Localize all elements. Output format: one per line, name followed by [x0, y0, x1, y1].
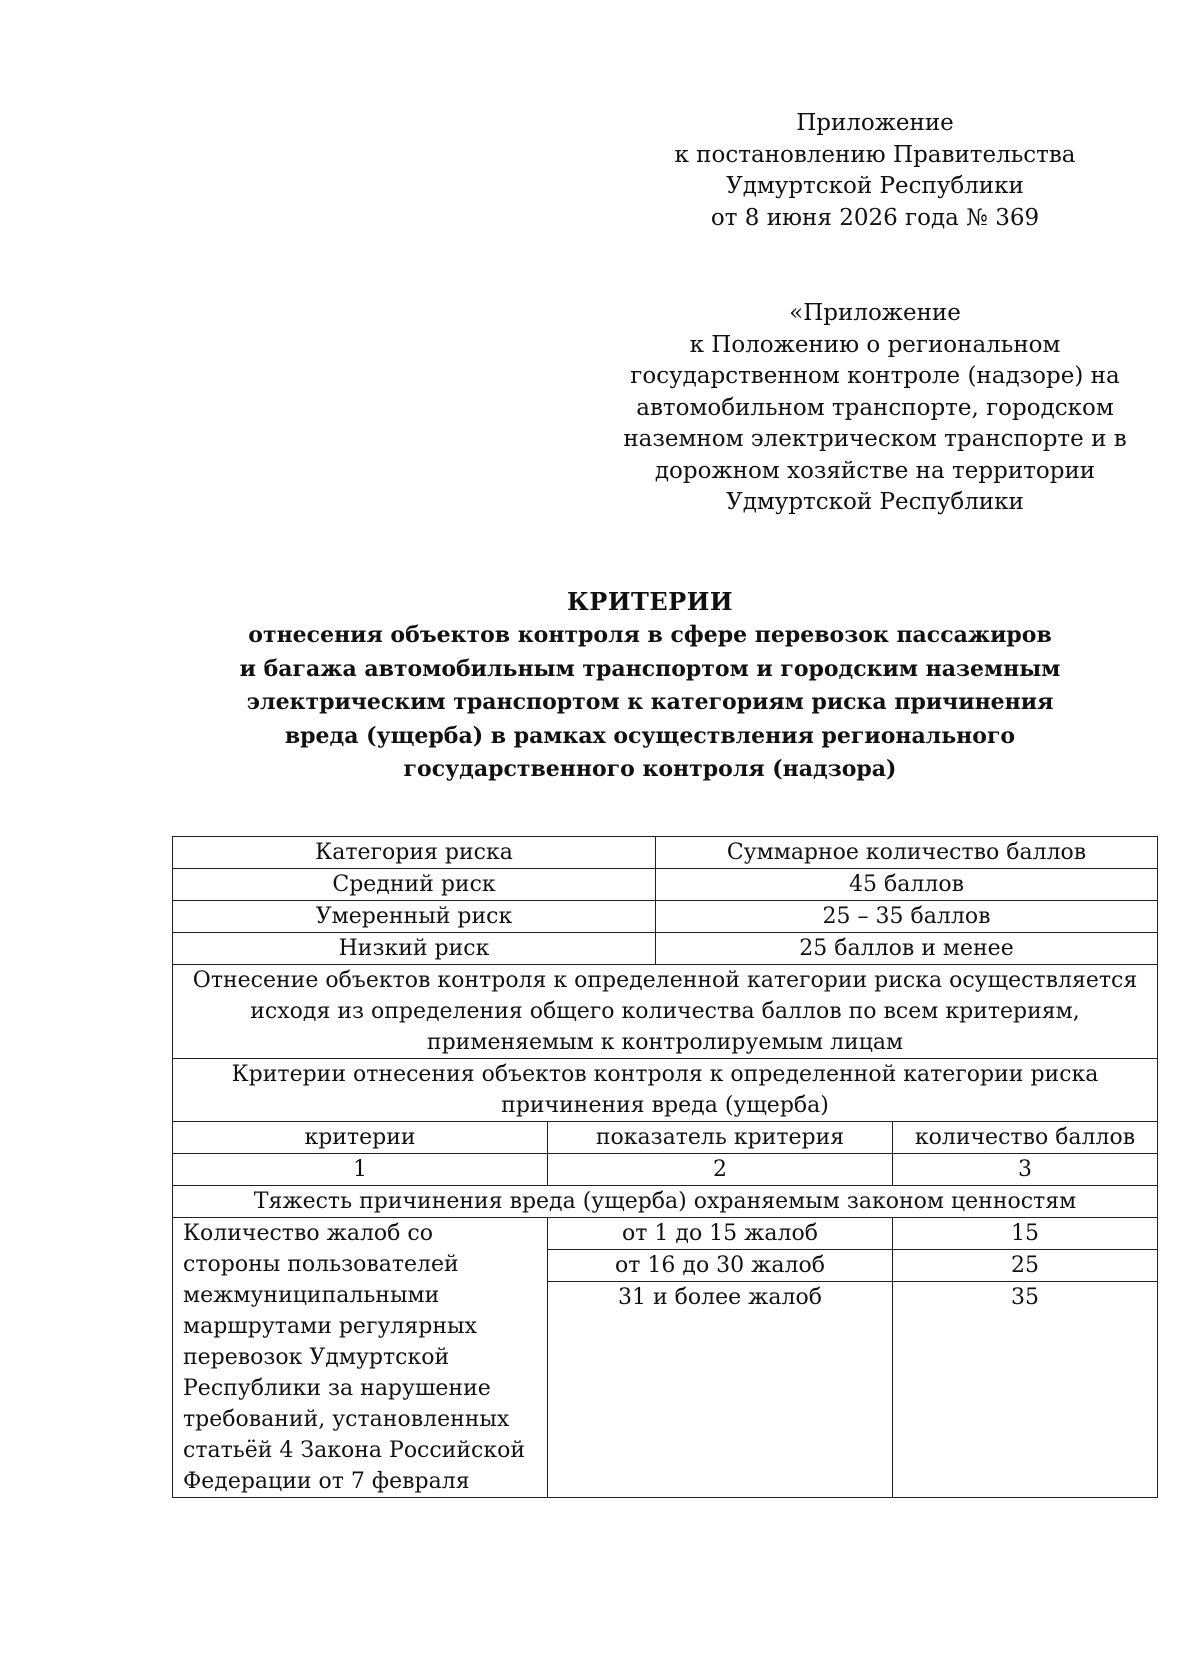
criterion-line: маршрутами регулярных	[183, 1314, 477, 1339]
criterion-line: требований, установленных	[183, 1407, 510, 1432]
table-header-row	[173, 837, 1158, 869]
score-cell: 25 баллов и менее	[656, 933, 1158, 965]
document-subtitle-line: отнесения объектов контроля в сфере перевозок пассажиров	[248, 622, 1052, 648]
complaints-row	[173, 1218, 1158, 1250]
document-heading	[150, 585, 1150, 787]
column-number: 3	[893, 1154, 1158, 1186]
indicator-column-header: показатель критерия	[548, 1122, 893, 1154]
note-line: применяемым к контролируемым лицам	[426, 1030, 904, 1055]
indicator-cell: от 16 до 30 жалоб	[548, 1250, 893, 1282]
criterion-line: Республики за нарушение	[183, 1376, 491, 1401]
sub-appendix-line: «Приложение	[789, 300, 961, 326]
criterion-line: перевозок Удмуртской	[183, 1345, 450, 1370]
points-column-header: количество баллов	[893, 1122, 1158, 1154]
column-numbers-row	[173, 1154, 1158, 1186]
appendix-header-line: к постановлению Правительства	[674, 141, 1076, 168]
risk-criteria-table	[172, 836, 1158, 1498]
note-line: Отнесение объектов контроля к определенной категории риска осуществляется	[192, 968, 1138, 993]
complaints-criterion-cell	[173, 1218, 548, 1498]
table-row	[173, 901, 1158, 933]
criterion-line: Федерации от 7 февраля	[183, 1469, 470, 1494]
table-row	[173, 869, 1158, 901]
criterion-line: стороны пользователей	[183, 1252, 459, 1277]
criteria-title-line: причинения вреда (ущерба)	[501, 1093, 829, 1118]
document-subtitle-line: электрическим транспортом к категориям риска причинения	[246, 689, 1054, 715]
risk-category-cell: Низкий риск	[173, 933, 656, 965]
score-cell: 25 – 35 баллов	[656, 901, 1158, 933]
criterion-line: межмуниципальными	[183, 1283, 440, 1308]
risk-category-cell: Средний риск	[173, 869, 656, 901]
table-row	[173, 933, 1158, 965]
indicator-cell: от 1 до 15 жалоб	[548, 1218, 893, 1250]
risk-category-cell: Умеренный риск	[173, 901, 656, 933]
document-subtitle-line: вреда (ущерба) в рамках осуществления регионального	[284, 722, 1016, 749]
sub-appendix-line: к Положению о региональном	[689, 331, 1061, 358]
note-line: исходя из определения общего количества баллов по всем критериям,	[250, 999, 1080, 1024]
appendix-header-line: Удмуртской Республики	[726, 173, 1024, 199]
criteria-title-line: Критерии отнесения объектов контроля к определенной категории риска	[231, 1062, 1099, 1087]
appendix-header-line: от 8 июня 2026 года № 369	[710, 204, 1040, 231]
points-cell: 25	[893, 1250, 1158, 1282]
criteria-title-cell	[173, 1059, 1158, 1122]
sub-appendix-line: наземном электрическом транспорте и в	[623, 426, 1127, 452]
sub-appendix-line: дорожном хозяйстве на территории	[654, 457, 1096, 484]
risk-category-header: Категория риска	[173, 837, 656, 869]
appendix-header	[660, 108, 1090, 234]
indicator-cell: 31 и более жалоб	[548, 1282, 893, 1498]
section-title-cell: Тяжесть причинения вреда (ущерба) охраняемым законом ценностям	[173, 1186, 1158, 1218]
sub-appendix-line: государственном контроле (надзоре) на	[630, 363, 1120, 389]
sub-appendix-header	[620, 298, 1130, 519]
total-score-header: Суммарное количество баллов	[656, 837, 1158, 869]
section-title-row	[173, 1186, 1158, 1218]
score-cell: 45 баллов	[656, 869, 1158, 901]
note-cell	[173, 965, 1158, 1059]
criteria-column-header: критерии	[173, 1122, 548, 1154]
column-number: 1	[173, 1154, 548, 1186]
criterion-line: Количество жалоб со	[183, 1221, 433, 1246]
points-cell: 35	[893, 1282, 1158, 1498]
document-subtitle-line: и багажа автомобильным транспортом и городским наземным	[239, 655, 1061, 682]
points-cell: 15	[893, 1218, 1158, 1250]
criterion-line: статьёй 4 Закона Российской	[183, 1438, 526, 1463]
column-number: 2	[548, 1154, 893, 1186]
document-title: КРИТЕРИИ	[566, 587, 734, 616]
sub-appendix-line: Удмуртской Республики	[726, 489, 1024, 515]
criteria-title-row	[173, 1059, 1158, 1122]
appendix-header-line: Приложение	[796, 110, 954, 136]
columns-header-row	[173, 1122, 1158, 1154]
note-row	[173, 965, 1158, 1059]
sub-appendix-line: автомобильном транспорте, городском	[636, 394, 1114, 421]
document-subtitle-line: государственного контроля (надзора)	[403, 756, 897, 782]
